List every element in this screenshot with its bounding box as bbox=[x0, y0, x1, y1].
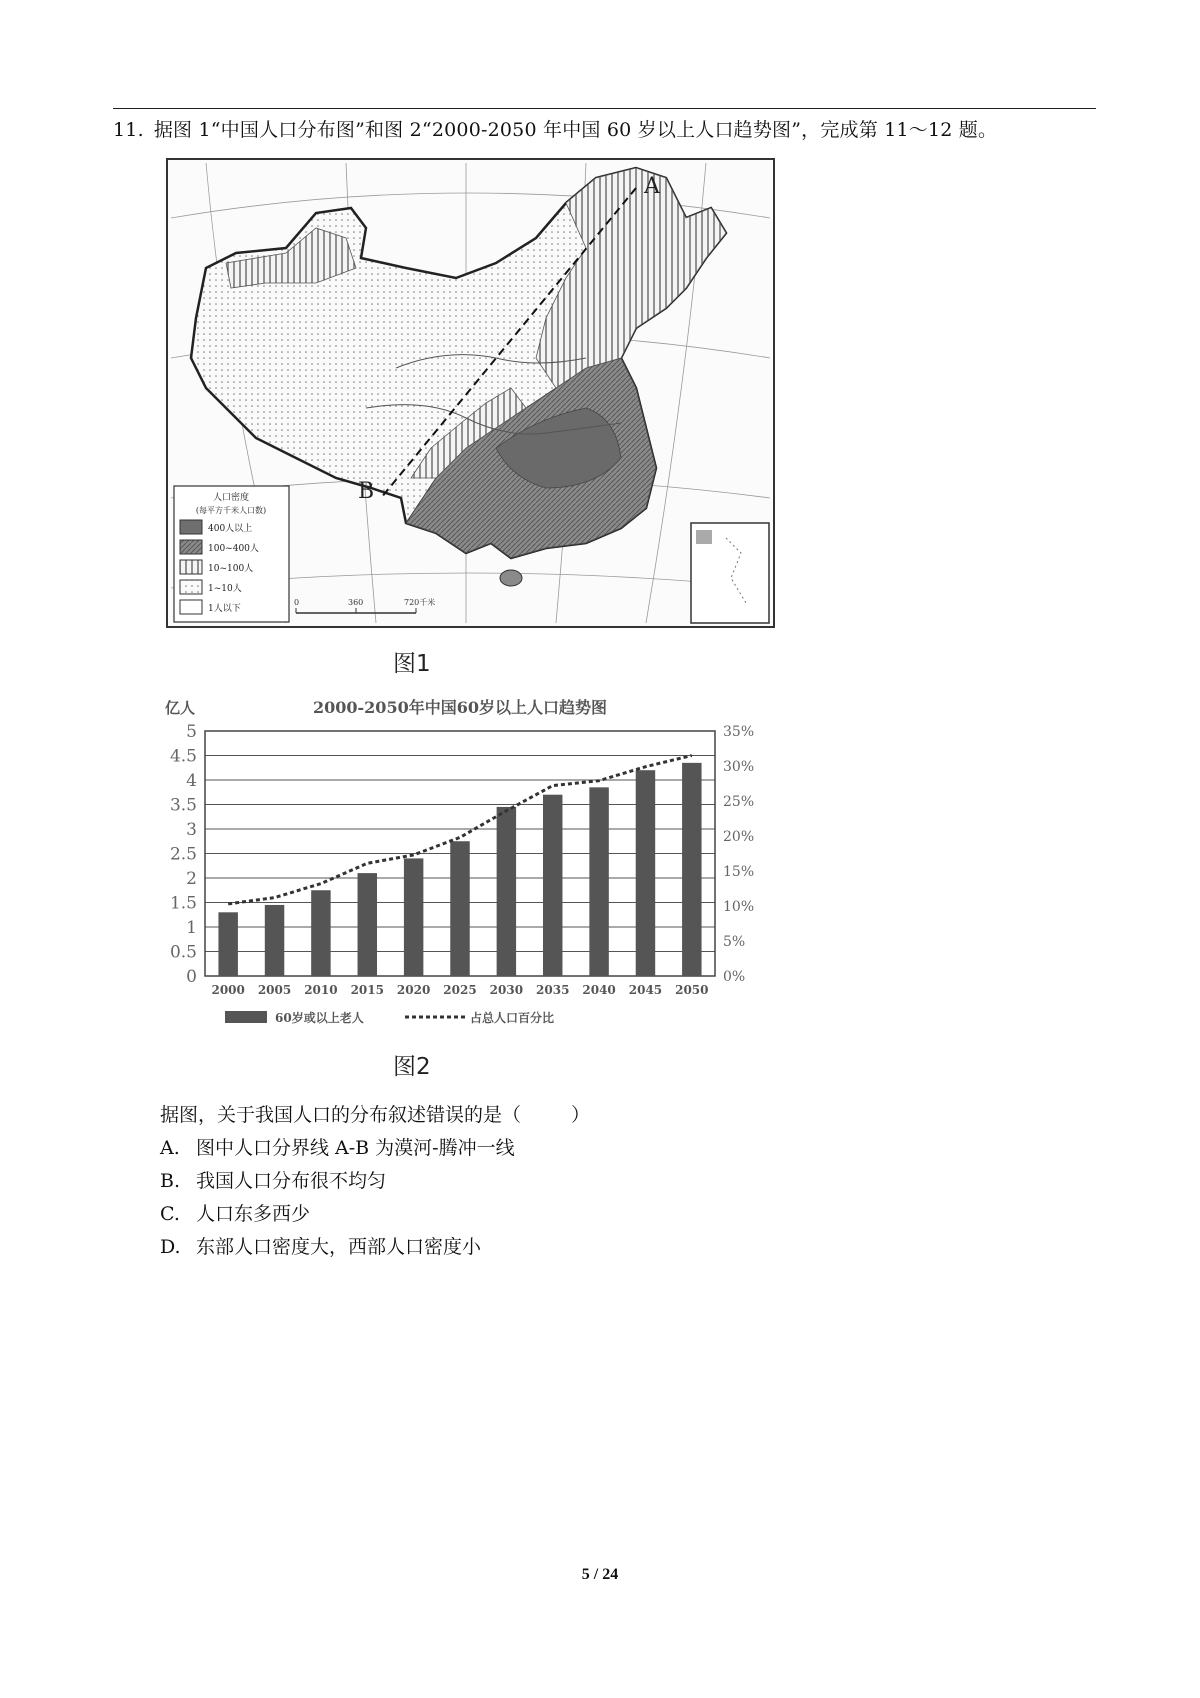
line-label-b: B bbox=[358, 479, 375, 504]
legend-line-label: 占总人口百分比 bbox=[470, 1011, 555, 1025]
chart-title: 2000-2050年中国60岁以上人口趋势图 bbox=[313, 698, 607, 717]
x-tick-label: 2010 bbox=[304, 983, 338, 997]
x-tick-label: 2025 bbox=[443, 983, 477, 997]
legend-item-4: 1~10人 bbox=[208, 584, 242, 594]
question-text: 据图 1“中国人口分布图”和图 2“2000-2050 年中国 60 岁以上人口趋势图”，完成第 11～12 题。 bbox=[153, 119, 998, 141]
legend-bar-swatch bbox=[225, 1011, 267, 1023]
option-b[interactable]: B. 我国人口分布很不均匀 bbox=[160, 1170, 387, 1192]
option-c[interactable]: C. 人口东多西少 bbox=[160, 1203, 311, 1225]
bar bbox=[358, 873, 377, 976]
x-tick-label: 2035 bbox=[536, 983, 570, 997]
bar bbox=[543, 795, 562, 976]
x-tick-label: 2040 bbox=[582, 983, 616, 997]
legend-item-3: 10~100人 bbox=[208, 564, 254, 574]
sub-question-stem: 据图，关于我国人口的分布叙述错误的是（ ） bbox=[160, 1104, 591, 1126]
line-label-a: A bbox=[644, 174, 660, 199]
y-tick-label: 3 bbox=[186, 820, 197, 840]
bar bbox=[218, 912, 237, 976]
x-tick-label: 2050 bbox=[675, 983, 709, 997]
x-tick-label: 2030 bbox=[489, 983, 524, 997]
y-tick-label: 0.5 bbox=[169, 942, 197, 963]
y-tick-label: 4 bbox=[186, 771, 197, 791]
option-a[interactable]: A. 图中人口分界线 A-B 为漠河-腾冲一线 bbox=[160, 1137, 515, 1159]
y2-tick-label: 0% bbox=[723, 969, 746, 985]
y-tick-label: 3.5 bbox=[169, 795, 197, 816]
y2-tick-label: 15% bbox=[723, 864, 755, 880]
bar bbox=[497, 807, 516, 976]
legend-bar-label: 60岁或以上老人 bbox=[275, 1011, 364, 1025]
legend-title: 人口密度 bbox=[212, 493, 250, 503]
y-tick-label: 5 bbox=[186, 722, 197, 742]
figure1-caption: 图1 bbox=[393, 651, 431, 677]
legend-item-5: 1人以下 bbox=[208, 604, 241, 614]
legend-item-2: 100~400人 bbox=[208, 544, 259, 554]
x-tick-label: 2015 bbox=[350, 983, 384, 997]
y-axis-unit: 亿人 bbox=[165, 699, 196, 717]
y-tick-label: 2.5 bbox=[169, 844, 197, 865]
bar bbox=[311, 890, 330, 976]
y-tick-label: 0 bbox=[186, 967, 197, 987]
map-legend bbox=[174, 486, 289, 622]
bar bbox=[636, 770, 655, 976]
y2-tick-label: 5% bbox=[723, 934, 746, 950]
question-11 bbox=[113, 115, 997, 142]
x-tick-label: 2005 bbox=[257, 983, 292, 997]
y-tick-label: 1 bbox=[186, 918, 197, 938]
y2-tick-label: 35% bbox=[723, 724, 755, 740]
bar bbox=[682, 763, 701, 976]
top-rule bbox=[113, 108, 1096, 109]
page-number: 5 / 24 bbox=[581, 1566, 619, 1583]
question-number: 11. bbox=[113, 119, 144, 141]
bar bbox=[265, 905, 284, 976]
figure2-caption: 图2 bbox=[393, 1054, 431, 1080]
y-tick-label: 4.5 bbox=[169, 746, 197, 767]
bar bbox=[589, 787, 608, 976]
option-d[interactable]: D. 东部人口密度大，西部人口密度小 bbox=[160, 1236, 482, 1258]
scale-label-720: 720千米 bbox=[404, 598, 436, 607]
y2-tick-label: 10% bbox=[723, 899, 755, 915]
scale-label-360: 360 bbox=[348, 598, 364, 607]
y-tick-label: 1.5 bbox=[169, 893, 197, 914]
y-tick-label: 2 bbox=[186, 869, 197, 889]
x-tick-label: 2000 bbox=[211, 983, 245, 997]
x-tick-label: 2045 bbox=[628, 983, 663, 997]
x-tick-label: 2020 bbox=[396, 983, 431, 997]
bar bbox=[404, 858, 423, 976]
bar bbox=[450, 841, 469, 976]
scale-label-0: 0 bbox=[294, 598, 300, 607]
legend-subtitle: (每平方千米人口数) bbox=[195, 506, 267, 515]
y2-tick-label: 30% bbox=[723, 759, 755, 775]
aging-population-chart bbox=[160, 693, 770, 1033]
population-map bbox=[166, 158, 775, 628]
y2-tick-label: 25% bbox=[723, 794, 755, 810]
y2-tick-label: 20% bbox=[723, 829, 755, 845]
legend-item-1: 400人以上 bbox=[208, 524, 253, 534]
